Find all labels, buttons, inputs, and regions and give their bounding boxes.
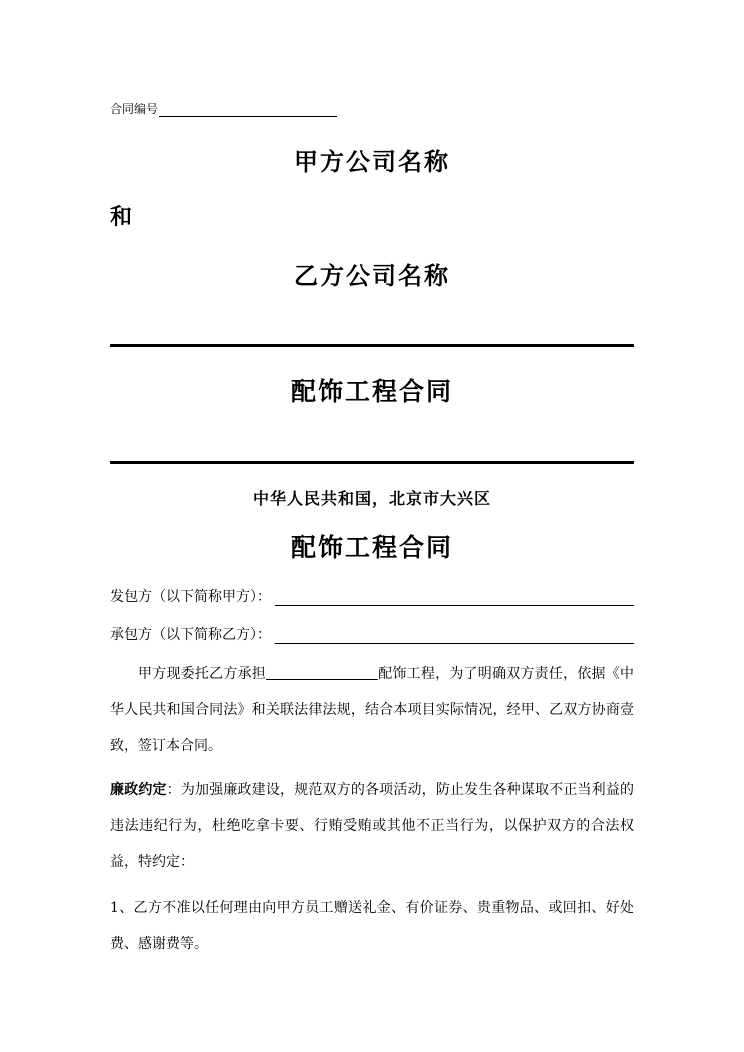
contract-number <box>110 100 337 117</box>
integrity-title: 廉政约定 <box>110 782 167 798</box>
and-connector: 和 <box>110 204 133 230</box>
intro-paragraph <box>110 656 634 764</box>
top-rule <box>110 344 634 347</box>
contractor-field <box>110 624 634 644</box>
employer-label: 发包方（以下简称甲方）： <box>110 589 271 605</box>
intro-before: 甲方现委托乙方承担 <box>138 666 266 682</box>
contract-title: 配饰工程合同 <box>290 533 453 562</box>
contractor-blank <box>275 627 634 644</box>
integrity-text: ：为加强廉政建设，规范双方的各项活动，防止发生各种谋取不正当利益的违法违纪行为，杜绝吃拿卡要、行贿受贿或其他不正当行为，以保护双方的合法权益，特约定： <box>110 782 635 870</box>
party-b-name: 乙方公司名称 <box>294 261 450 290</box>
contractor-label: 承包方（以下简称乙方）： <box>110 627 271 643</box>
integrity-paragraph <box>110 772 634 880</box>
bottom-rule <box>110 461 634 464</box>
clause-1: 1、乙方不准以任何理由向甲方员工赠送礼金、有价证券、贵重物品、或回扣、好处费、感谢费等。 <box>110 900 634 952</box>
employer-blank <box>275 589 634 606</box>
party-a-name: 甲方公司名称 <box>294 147 450 176</box>
signing-place: 中华人民共和国，北京市大兴区 <box>252 489 491 508</box>
employer-field <box>110 586 634 606</box>
intro-after: 配饰工程，为了明确双方责任，依据《中华人民共和国合同法》和关联法律法规，结合本项目实际情况，经甲、乙双方协商壹致，签订本合同。 <box>110 666 634 754</box>
contract-number-label: 合同编号 <box>110 102 159 116</box>
contract-number-blank <box>159 103 337 117</box>
cover-title: 配饰工程合同 <box>290 377 453 406</box>
project-name-blank <box>266 663 378 680</box>
